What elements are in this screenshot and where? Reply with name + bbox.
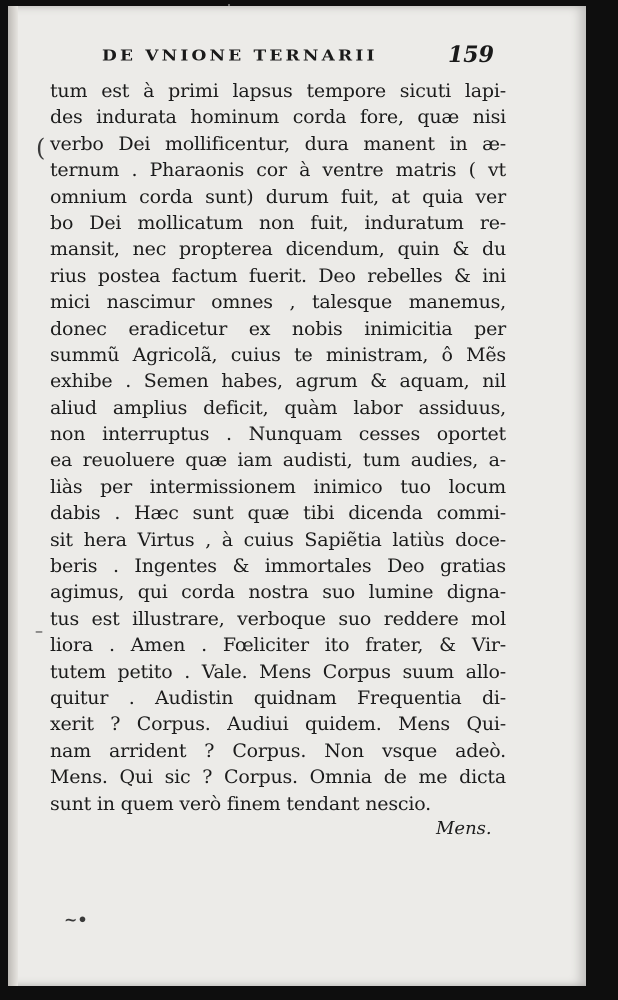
text-line: beris . Ingentes & immortales Deo gratias — [50, 555, 506, 578]
text-line: xerit ? Corpus. Audiui quidem. Mens Qui- — [50, 713, 506, 736]
text-line: mici nascimur omnes , talesque manemus, — [50, 291, 506, 314]
page-gutter-shadow — [8, 6, 18, 986]
text-line: bo Dei mollicatum non fuit, induratum re- — [50, 211, 506, 234]
text-line: rius postea factum fuerit. Deo rebelles & ini — [50, 264, 506, 287]
text-line: summũ Agricolã, cuius te ministram, ô Mẽs — [50, 343, 506, 366]
body-text — [50, 78, 506, 817]
text-line: non interruptus . Nunquam cesses oportet — [50, 423, 506, 446]
book-page — [8, 6, 586, 986]
text-line: mansit, nec propterea dicendum, quin & du — [50, 238, 506, 261]
catchword: Mens. — [436, 818, 492, 839]
text-line: quitur . Audistin quidnam Frequentia di- — [50, 686, 506, 709]
text-line: tum est à primi lapsus tempore sicuti lapi- — [50, 80, 506, 102]
text-line: omnium corda sunt) durum fuit, at quia ver — [50, 185, 506, 208]
running-head — [8, 44, 586, 74]
text-line: liàs per intermissionem inimico tuo locum — [50, 475, 506, 498]
text-line: agimus, qui corda nostra suo lumine digna- — [50, 581, 506, 604]
text-line: nam arrident ? Corpus. Non vsque adeò. — [50, 739, 506, 762]
page-number: 159 — [448, 42, 494, 68]
text-line: Mens. Qui sic ? Corpus. Omnia de me dicta — [50, 766, 506, 789]
text-line: des indurata hominum corda fore, quæ nisi — [50, 106, 506, 129]
text-line: tutem petito . Vale. Mens Corpus suum allo- — [50, 660, 506, 683]
margin-mark: ~• — [64, 910, 88, 929]
margin-mark: – — [35, 621, 43, 640]
text-line: ea reuoluere quæ iam audisti, tum audies, a- — [50, 449, 506, 472]
text-line: donec eradicetur ex nobis inimicitia per — [50, 317, 506, 340]
text-line: aliud amplius deficit, quàm labor assiduus, — [50, 396, 506, 419]
text-line: tus est illustrare, verboque suo reddere mol — [50, 607, 506, 630]
text-line: sunt in quem verò finem tendant nescio. — [50, 792, 431, 815]
margin-mark: ( — [36, 134, 46, 162]
text-line: exhibe . Semen habes, agrum & aquam, nil — [50, 370, 506, 393]
running-title: DE VNIONE TERNARII — [102, 47, 378, 65]
text-line: liora . Amen . Fœliciter ito frater, & Vir- — [50, 634, 506, 657]
text-line: verbo Dei mollificentur, dura manent in æ- — [50, 132, 506, 155]
text-line: dabis . Hæc sunt quæ tibi dicenda commi- — [50, 502, 506, 525]
text-line: sit hera Virtus , à cuius Sapiẽtia latiùs doce- — [50, 528, 506, 551]
text-line: ternum . Pharaonis cor à ventre matris ( vt — [50, 159, 506, 182]
